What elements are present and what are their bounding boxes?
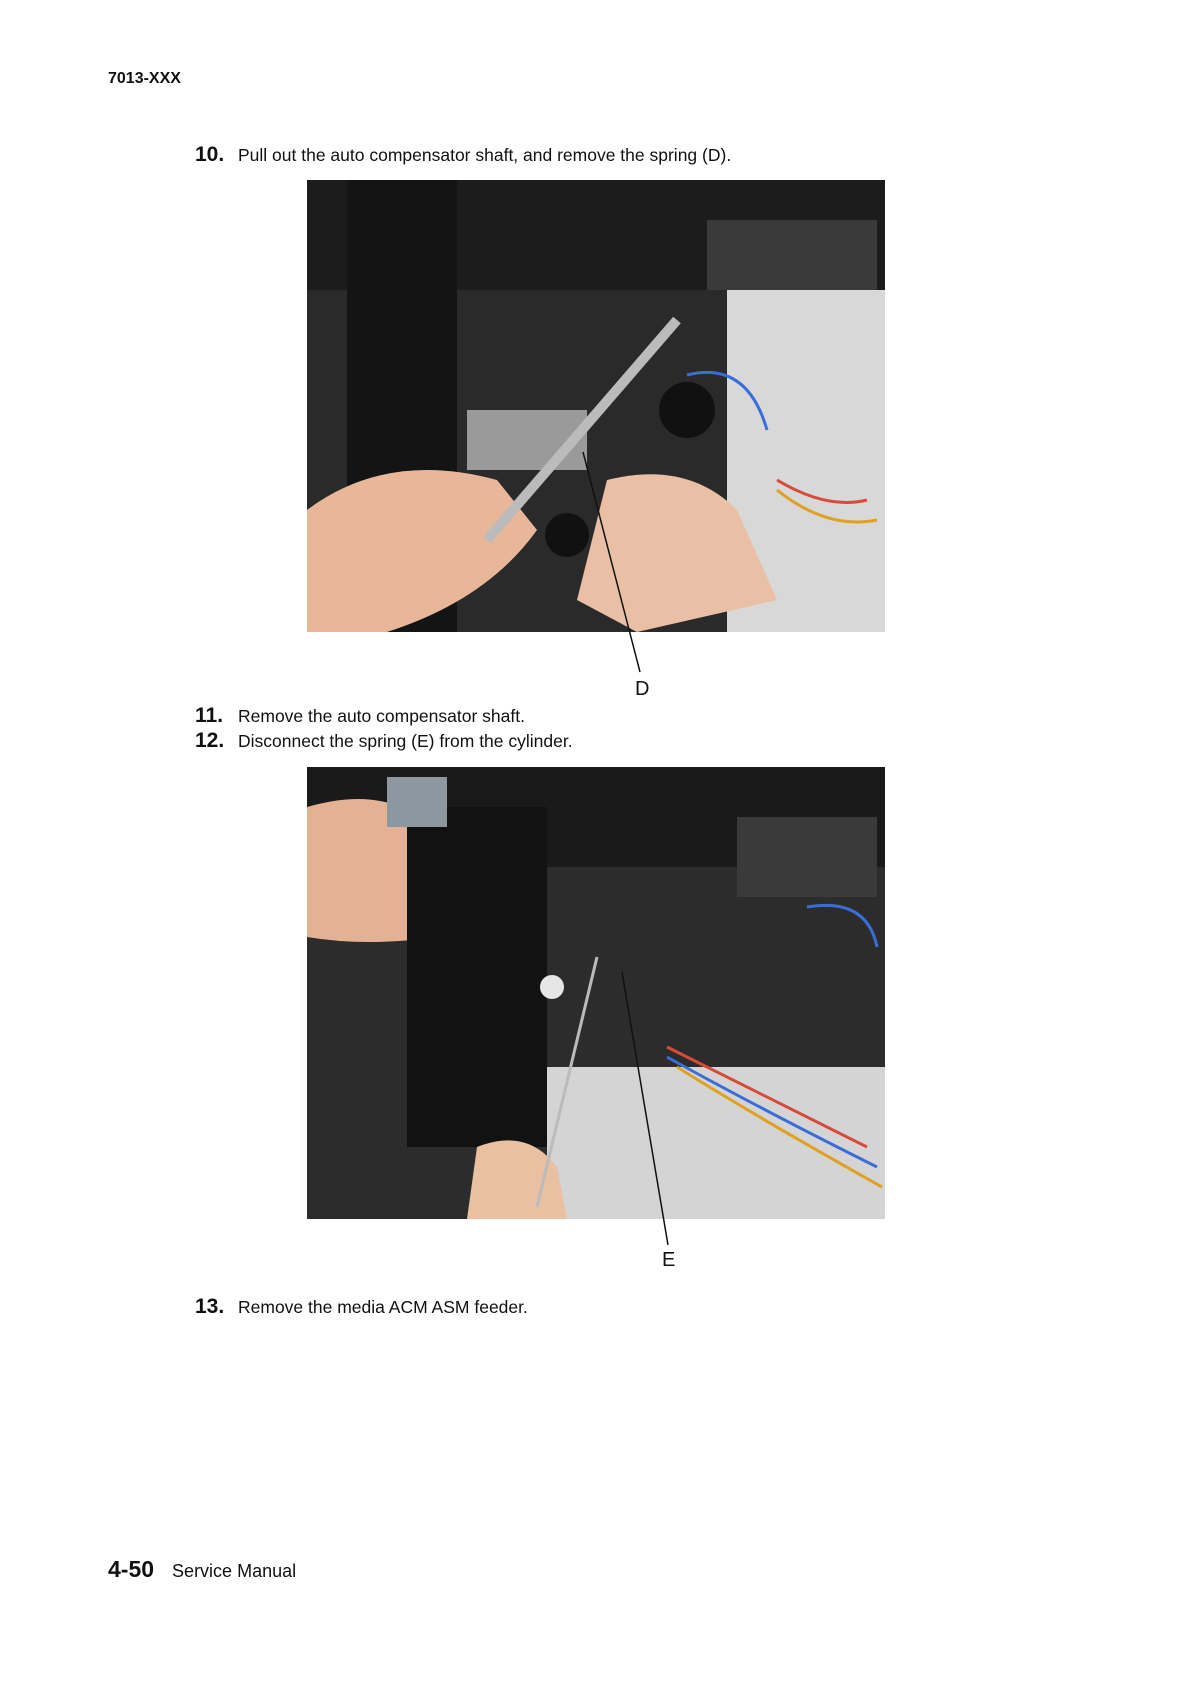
step-number: 13. [195,1295,225,1318]
step-11 [195,704,525,728]
step-number: 12. [195,729,225,752]
step-13 [195,1295,528,1319]
page-number: 4-50 [108,1556,155,1582]
step-number: 11. [195,704,224,727]
page-footer [108,1556,296,1583]
callout-label-e: E [662,1249,676,1271]
photo-remove-spring-d [307,180,885,632]
step-10 [195,143,731,167]
step-text: Disconnect the spring (E) from the cylinder. [238,731,573,751]
step-12 [195,729,573,753]
manual-title: Service Manual [172,1561,297,1581]
callout-label-d: D [635,678,650,700]
step-text: Pull out the auto compensator shaft, and remove the spring (D). [238,145,732,165]
step-text: Remove the media ACM ASM feeder. [238,1297,528,1317]
step-text: Remove the auto compensator shaft. [238,706,525,726]
step-number: 10. [195,143,225,166]
document-header-model: 7013-XXX [108,70,181,87]
photo-disconnect-spring-e [307,767,885,1219]
